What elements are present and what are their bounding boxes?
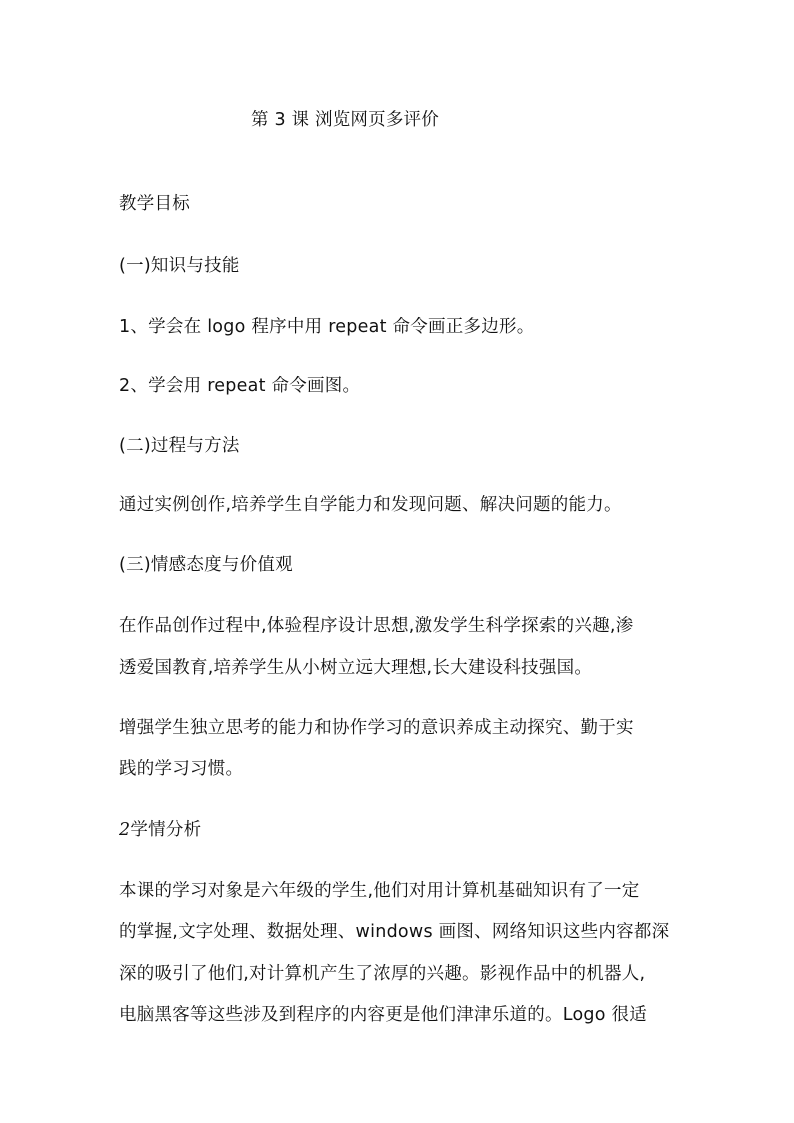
subheading-process-method: (二)过程与方法 — [119, 436, 240, 456]
analysis-paragraph-line: 的掌握,文字处理、数据处理、windows 画图、网络知识这些内容都深 — [119, 922, 670, 942]
attitude-paragraph-line: 增强学生独立思考的能力和协作学习的意识养成主动探究、勤于实 — [119, 718, 634, 738]
attitude-paragraph-line: 践的学习习惯。 — [119, 759, 244, 779]
analysis-paragraph-line: 深的吸引了他们,对计算机产生了浓厚的兴趣。影视作品中的机器人, — [119, 964, 646, 984]
attitude-paragraph-line: 透爱国教育,培养学生从小树立远大理想,长大建设科技强国。 — [119, 658, 593, 678]
subheading-attitude-values: (三)情感态度与价值观 — [119, 555, 293, 575]
goal-item-2: 2、学会用 repeat 命令画图。 — [119, 376, 361, 396]
goal-item-1: 1、学会在 logo 程序中用 repeat 命令画正多边形。 — [119, 317, 535, 337]
section-heading-analysis — [119, 816, 201, 841]
section-number: 2 — [119, 820, 131, 840]
lesson-title: 第 3 课 浏览网页多评价 — [251, 110, 439, 130]
method-paragraph: 通过实例创作,培养学生自学能力和发现问题、解决问题的能力。 — [119, 495, 622, 515]
subheading-knowledge-skills: (一)知识与技能 — [119, 256, 240, 276]
section-title: 学情分析 — [130, 820, 202, 840]
attitude-paragraph-line: 在作品创作过程中,体验程序设计思想,激发学生科学探索的兴趣,渗 — [119, 616, 634, 636]
section-heading-goals: 教学目标 — [119, 194, 190, 214]
analysis-paragraph-line: 本课的学习对象是六年级的学生,他们对用计算机基础知识有了一定 — [119, 881, 640, 901]
analysis-paragraph-line: 电脑黑客等这些涉及到程序的内容更是他们津津乐道的。Logo 很适 — [119, 1005, 648, 1025]
